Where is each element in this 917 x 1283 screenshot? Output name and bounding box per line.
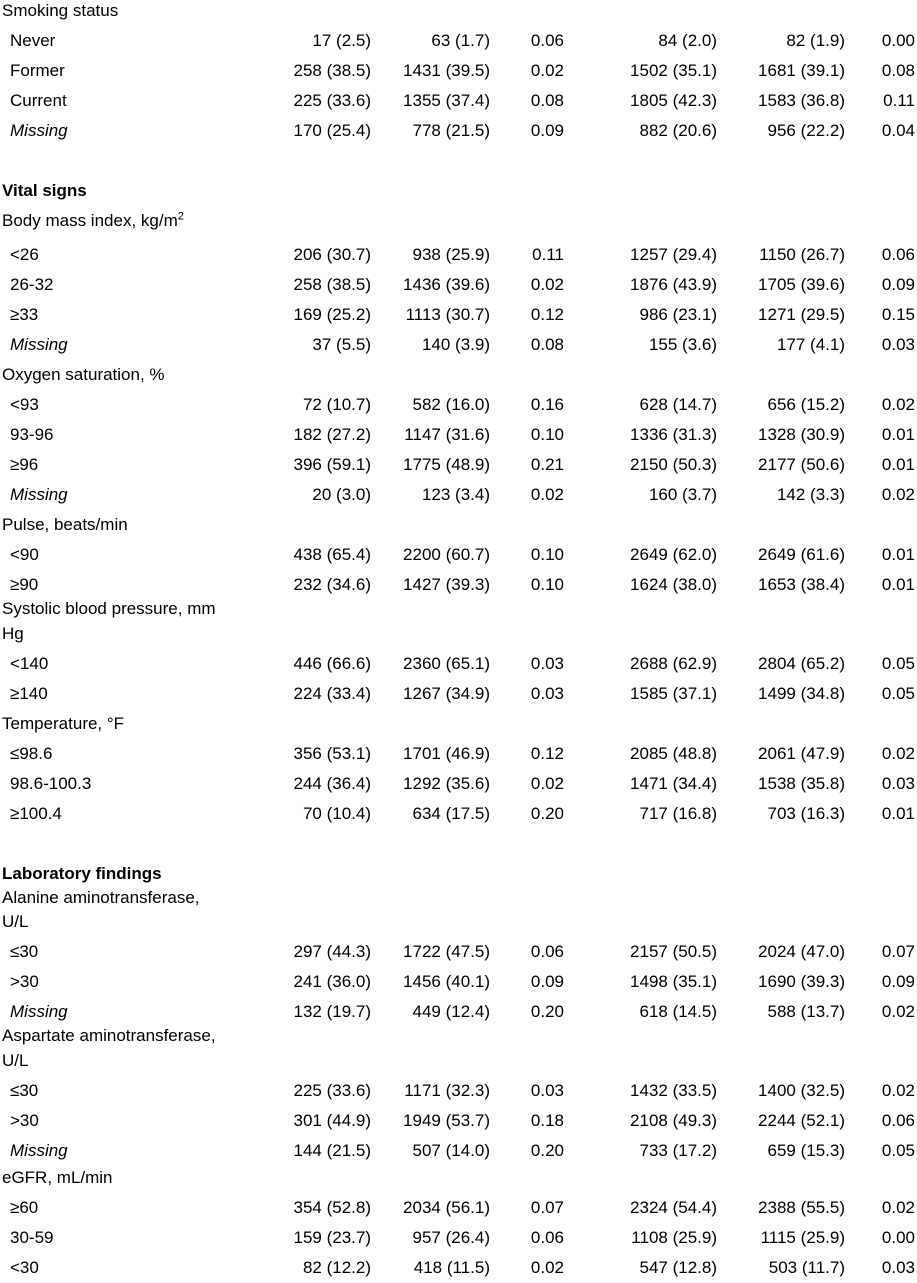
row-label-text: 93-96: [10, 425, 54, 444]
table-row: [0, 334, 917, 360]
table-row: [0, 304, 917, 330]
cell-col-2: 1171 (32.3): [404, 1081, 490, 1100]
group-header-row: [0, 911, 917, 937]
cell-col-4: 155 (3.6): [648, 335, 717, 354]
table-row: [0, 484, 917, 510]
cell-col-5: 1328 (30.9): [758, 425, 845, 444]
cell-col-4: 547 (12.8): [639, 1258, 717, 1277]
row-label-text: ≥33: [10, 305, 39, 324]
cell-col-6: 0.07: [881, 942, 915, 961]
row-label: [10, 803, 62, 825]
row-label-text: Missing: [10, 335, 68, 354]
cell-col-4: 1257 (29.4): [630, 245, 717, 264]
superscript: 2: [177, 210, 184, 223]
cell-col-5: 2649 (61.6): [758, 545, 845, 564]
cell-col-1: 258 (38.5): [293, 275, 371, 294]
cell-col-1: 354 (52.8): [293, 1198, 371, 1217]
cell-col-1: 241 (36.0): [293, 972, 371, 991]
table-row: [0, 803, 917, 829]
cell-col-3: 0.12: [530, 305, 564, 324]
cell-col-6: 0.05: [881, 654, 915, 673]
row-label: [2, 210, 184, 232]
row-label-text: U/L: [2, 1051, 29, 1070]
cell-col-2: 2034 (56.1): [403, 1198, 490, 1217]
cell-col-6: 0.01: [881, 545, 915, 564]
row-label: [10, 120, 68, 142]
cell-col-3: 0.08: [530, 91, 564, 110]
row-label: [2, 911, 28, 933]
row-label: [10, 304, 38, 326]
table-row: [0, 544, 917, 570]
cell-col-6: 0.02: [881, 1081, 915, 1100]
group-header-row: [0, 598, 917, 624]
table-row: [0, 1080, 917, 1106]
cell-col-1: 225 (33.6): [293, 91, 371, 110]
table-row: [0, 683, 917, 709]
row-label: [10, 60, 65, 82]
cell-col-5: 2244 (52.1): [758, 1111, 845, 1130]
cell-col-5: 142 (3.3): [776, 485, 845, 504]
cell-col-2: 1775 (48.9): [403, 455, 490, 474]
row-label: [10, 1001, 68, 1023]
cell-col-4: 1876 (43.9): [630, 275, 717, 294]
cell-col-2: 957 (26.4): [412, 1228, 490, 1247]
cell-col-2: 1436 (39.6): [403, 275, 490, 294]
cell-col-3: 0.10: [530, 575, 564, 594]
row-label-text: ≤30: [10, 942, 39, 961]
cell-col-3: 0.12: [530, 744, 564, 763]
row-label: [10, 90, 67, 112]
row-label: [10, 1227, 53, 1249]
cell-col-1: 396 (59.1): [293, 455, 371, 474]
table-row: [0, 1001, 917, 1027]
cell-col-2: 63 (1.7): [431, 31, 490, 50]
cell-col-5: 1653 (38.4): [758, 575, 845, 594]
cell-col-6: 0.02: [881, 1198, 915, 1217]
row-label-text: <30: [10, 1258, 39, 1277]
cell-col-1: 159 (23.7): [293, 1228, 371, 1247]
cell-col-5: 703 (16.3): [767, 804, 845, 823]
cell-col-6: 0.15: [881, 305, 915, 324]
cell-col-5: 177 (4.1): [776, 335, 845, 354]
row-label-text: Vital signs: [2, 181, 87, 200]
row-label-text: Smoking status: [2, 1, 119, 20]
row-label-text: ≥100.4: [10, 804, 62, 823]
cell-col-5: 1690 (39.3): [758, 972, 845, 991]
cell-col-6: 0.01: [881, 455, 915, 474]
cell-col-1: 72 (10.7): [302, 395, 371, 414]
table-row: [0, 120, 917, 146]
cell-col-3: 0.03: [530, 684, 564, 703]
table-row: [0, 743, 917, 769]
row-label: [10, 1140, 68, 1162]
cell-col-6: 0.09: [881, 275, 915, 294]
row-label: [10, 334, 68, 356]
row-label-text: 26-32: [10, 275, 54, 294]
section-title: [2, 863, 162, 885]
cell-col-6: 0.02: [881, 395, 915, 414]
cell-col-5: 1150 (26.7): [759, 245, 845, 264]
section-header-row: [0, 180, 917, 206]
row-label-text: ≥96: [10, 455, 39, 474]
row-label: [2, 1167, 113, 1189]
cell-col-4: 618 (14.5): [639, 1002, 717, 1021]
cell-col-4: 1502 (35.1): [630, 61, 717, 80]
cell-col-6: 0.01: [881, 575, 915, 594]
row-label: [2, 514, 128, 536]
cell-col-4: 2324 (54.4): [630, 1198, 717, 1217]
cell-col-5: 503 (11.7): [768, 1258, 845, 1277]
row-label-text: 98.6-100.3: [10, 774, 92, 793]
cell-col-6: 0.02: [881, 744, 915, 763]
row-label-text: Laboratory findings: [2, 864, 162, 883]
table-row: [0, 424, 917, 450]
cell-col-6: 0.01: [881, 425, 915, 444]
cell-col-1: 37 (5.5): [312, 335, 371, 354]
cell-col-1: 258 (38.5): [293, 61, 371, 80]
cell-col-5: 659 (15.3): [767, 1141, 845, 1160]
table-row: [0, 244, 917, 270]
cell-col-5: 1681 (39.1): [758, 61, 845, 80]
cell-col-6: 0.05: [881, 1141, 915, 1160]
table-row: [0, 1110, 917, 1136]
table-row: [0, 1140, 917, 1166]
cell-col-3: 0.07: [530, 1198, 564, 1217]
row-label-text: Never: [10, 31, 56, 50]
table-row: [0, 941, 917, 967]
cell-col-5: 1499 (34.8): [758, 684, 845, 703]
cell-col-3: 0.02: [530, 1258, 564, 1277]
cell-col-6: 0.00: [881, 1228, 915, 1247]
cell-col-2: 1267 (34.9): [403, 684, 490, 703]
cell-col-1: 297 (44.3): [293, 942, 371, 961]
cell-col-2: 778 (21.5): [412, 121, 490, 140]
row-label: [10, 683, 48, 705]
cell-col-1: 170 (25.4): [293, 121, 371, 140]
row-label: [10, 941, 38, 963]
cell-col-3: 0.02: [530, 275, 564, 294]
row-label-text: Temperature, °F: [2, 714, 125, 733]
cell-col-4: 1585 (37.1): [630, 684, 717, 703]
cell-col-2: 418 (11.5): [413, 1258, 490, 1277]
row-label: [10, 274, 53, 296]
table-row: [0, 30, 917, 56]
row-label: [2, 713, 124, 735]
cell-col-1: 446 (66.6): [293, 654, 371, 673]
cell-col-5: 588 (13.7): [767, 1002, 845, 1021]
row-label-text: <90: [10, 545, 39, 564]
cell-col-3: 0.10: [530, 545, 564, 564]
row-label-text: Alanine aminotransferase,: [2, 888, 200, 907]
cell-col-3: 0.02: [530, 485, 564, 504]
row-label: [10, 544, 39, 566]
cell-col-3: 0.09: [530, 121, 564, 140]
row-label-text: eGFR, mL/min: [2, 1168, 113, 1187]
table-row: [0, 60, 917, 86]
cell-col-4: 2108 (49.3): [630, 1111, 717, 1130]
row-label-text: Missing: [10, 121, 68, 140]
cell-col-5: 1115 (25.9): [760, 1228, 845, 1247]
cell-col-4: 2150 (50.3): [630, 455, 717, 474]
cell-col-1: 225 (33.6): [293, 1081, 371, 1100]
cell-col-4: 1336 (31.3): [630, 425, 717, 444]
row-label-text: Current: [10, 91, 67, 110]
row-label: [10, 1257, 39, 1279]
cell-col-2: 938 (25.9): [412, 245, 490, 264]
row-label: [10, 1197, 38, 1219]
table-row: [0, 1257, 917, 1283]
table-row: [0, 90, 917, 116]
cell-col-2: 1292 (35.6): [403, 774, 490, 793]
row-label: [10, 484, 68, 506]
cell-col-4: 2157 (50.5): [630, 942, 717, 961]
cell-col-4: 160 (3.7): [648, 485, 717, 504]
cell-col-1: 244 (36.4): [293, 774, 371, 793]
cell-col-3: 0.09: [530, 972, 564, 991]
row-label-text: <93: [10, 395, 39, 414]
row-label-text: U/L: [2, 912, 29, 931]
cell-col-5: 1538 (35.8): [758, 774, 845, 793]
row-label-text: ≥140: [10, 684, 48, 703]
cell-col-3: 0.02: [530, 774, 564, 793]
cell-col-1: 232 (34.6): [293, 575, 371, 594]
cell-col-2: 123 (3.4): [421, 485, 490, 504]
row-label: [10, 743, 52, 765]
table-row: [0, 971, 917, 997]
cell-col-5: 2804 (65.2): [758, 654, 845, 673]
cell-col-2: 140 (3.9): [421, 335, 490, 354]
cell-col-4: 628 (14.7): [639, 395, 717, 414]
cell-col-4: 1471 (34.4): [630, 774, 717, 793]
group-header-row: [0, 0, 917, 26]
cell-col-2: 1113 (30.7): [405, 305, 490, 324]
group-header-row: [0, 1025, 917, 1051]
row-label-text: Missing: [10, 1141, 68, 1160]
cell-col-6: 0.03: [881, 1258, 915, 1277]
cell-col-2: 634 (17.5): [412, 804, 490, 823]
cell-col-2: 2360 (65.1): [403, 654, 490, 673]
cell-col-3: 0.06: [530, 942, 564, 961]
cell-col-5: 656 (15.2): [767, 395, 845, 414]
cell-col-6: 0.06: [881, 245, 915, 264]
cell-col-4: 1432 (33.5): [630, 1081, 717, 1100]
cell-col-2: 2200 (60.7): [403, 545, 490, 564]
cell-col-6: 0.01: [881, 804, 915, 823]
cell-col-2: 1431 (39.5): [403, 61, 490, 80]
cell-col-4: 1624 (38.0): [630, 575, 717, 594]
row-label: [2, 598, 216, 620]
cell-col-3: 0.11: [532, 245, 564, 264]
cell-col-2: 582 (16.0): [412, 395, 490, 414]
cell-col-6: 0.11: [883, 91, 915, 110]
cell-col-6: 0.02: [881, 1002, 915, 1021]
cell-col-2: 1355 (37.4): [403, 91, 490, 110]
cell-col-6: 0.04: [881, 121, 915, 140]
cell-col-2: 449 (12.4): [412, 1002, 490, 1021]
row-label: [10, 30, 55, 52]
row-label: [2, 1025, 216, 1047]
row-label-text: Body mass index, kg/m: [2, 211, 178, 230]
cell-col-5: 1583 (36.8): [758, 91, 845, 110]
row-label-text: ≥90: [10, 575, 39, 594]
cell-col-3: 0.06: [530, 31, 564, 50]
row-label-text: 30-59: [10, 1228, 54, 1247]
cell-col-5: 2024 (47.0): [758, 942, 845, 961]
section-title: [2, 180, 87, 202]
cell-col-5: 1705 (39.6): [758, 275, 845, 294]
cell-col-3: 0.06: [530, 1228, 564, 1247]
row-label: [2, 0, 118, 22]
cell-col-4: 1498 (35.1): [630, 972, 717, 991]
group-header-row: [0, 713, 917, 739]
row-label-text: Oxygen saturation, %: [2, 365, 165, 384]
cell-col-6: 0.06: [881, 1111, 915, 1130]
row-label-text: <26: [10, 245, 39, 264]
group-header-row: [0, 364, 917, 390]
cell-col-2: 1147 (31.6): [404, 425, 490, 444]
cell-col-3: 0.08: [530, 335, 564, 354]
row-label-text: Former: [10, 61, 65, 80]
cell-col-4: 2688 (62.9): [630, 654, 717, 673]
cell-col-1: 132 (19.7): [293, 1002, 371, 1021]
cell-col-2: 1949 (53.7): [403, 1111, 490, 1130]
row-label: [2, 1050, 28, 1072]
cell-col-1: 82 (12.2): [302, 1258, 371, 1277]
row-label: [10, 773, 91, 795]
row-label-text: Missing: [10, 1002, 68, 1021]
cell-col-1: 20 (3.0): [312, 485, 371, 504]
cell-col-1: 144 (21.5): [293, 1141, 371, 1160]
row-label: [2, 623, 24, 645]
cell-col-3: 0.18: [530, 1111, 564, 1130]
group-header-row: [0, 210, 917, 236]
cell-col-1: 301 (44.9): [293, 1111, 371, 1130]
cell-col-5: 1400 (32.5): [758, 1081, 845, 1100]
cell-col-2: 1456 (40.1): [403, 972, 490, 991]
row-label: [10, 1080, 38, 1102]
cell-col-5: 82 (1.9): [786, 31, 845, 50]
table-row: [0, 773, 917, 799]
cell-col-1: 224 (33.4): [293, 684, 371, 703]
cell-col-6: 0.03: [881, 335, 915, 354]
cell-col-2: 1701 (46.9): [403, 744, 490, 763]
table-row: [0, 1197, 917, 1223]
group-header-row: [0, 1167, 917, 1193]
cell-col-4: 882 (20.6): [639, 121, 717, 140]
row-label-text: >30: [10, 972, 39, 991]
row-label: [10, 394, 39, 416]
table-row: [0, 274, 917, 300]
cell-col-3: 0.20: [530, 804, 564, 823]
cell-col-3: 0.02: [530, 61, 564, 80]
cell-col-3: 0.10: [530, 425, 564, 444]
cell-col-4: 1108 (25.9): [631, 1228, 717, 1247]
row-label: [10, 653, 48, 675]
cell-col-1: 438 (65.4): [293, 545, 371, 564]
row-label: [2, 887, 200, 909]
cell-col-3: 0.21: [530, 455, 564, 474]
cell-col-1: 17 (2.5): [312, 31, 371, 50]
cell-col-6: 0.05: [881, 684, 915, 703]
table-row: [0, 454, 917, 480]
cell-col-4: 2649 (62.0): [630, 545, 717, 564]
cell-col-6: 0.03: [881, 774, 915, 793]
row-label: [10, 244, 39, 266]
cell-col-5: 2388 (55.5): [758, 1198, 845, 1217]
group-header-row: [0, 887, 917, 913]
cell-col-6: 0.09: [881, 972, 915, 991]
row-label-text: ≥60: [10, 1198, 39, 1217]
cell-col-5: 2177 (50.6): [758, 455, 845, 474]
row-label-text: ≤30: [10, 1081, 39, 1100]
row-label: [10, 1110, 39, 1132]
cell-col-4: 986 (23.1): [639, 305, 717, 324]
cell-col-5: 956 (22.2): [767, 121, 845, 140]
cell-col-5: 1271 (29.5): [758, 305, 845, 324]
cell-col-3: 0.16: [530, 395, 564, 414]
cell-col-3: 0.03: [530, 654, 564, 673]
cell-col-2: 1427 (39.3): [403, 575, 490, 594]
cell-col-1: 206 (30.7): [293, 245, 371, 264]
row-label-text: Aspartate aminotransferase,: [2, 1026, 216, 1045]
cell-col-4: 84 (2.0): [658, 31, 717, 50]
cell-col-6: 0.02: [881, 485, 915, 504]
cell-col-6: 0.00: [881, 31, 915, 50]
cell-col-1: 182 (27.2): [293, 425, 371, 444]
cell-col-4: 2085 (48.8): [630, 744, 717, 763]
row-label-text: Pulse, beats/min: [2, 515, 128, 534]
cell-col-4: 733 (17.2): [639, 1141, 717, 1160]
row-label-text: >30: [10, 1111, 39, 1130]
row-label: [10, 574, 38, 596]
cell-col-4: 717 (16.8): [639, 804, 717, 823]
cell-col-2: 507 (14.0): [412, 1141, 490, 1160]
table-row: [0, 653, 917, 679]
row-label: [10, 971, 39, 993]
table-row: [0, 394, 917, 420]
cell-col-3: 0.03: [530, 1081, 564, 1100]
table-row: [0, 1227, 917, 1253]
cell-col-4: 1805 (42.3): [630, 91, 717, 110]
cell-col-1: 356 (53.1): [293, 744, 371, 763]
row-label: [2, 364, 165, 386]
cell-col-1: 70 (10.4): [302, 804, 371, 823]
group-header-row: [0, 514, 917, 540]
cell-col-1: 169 (25.2): [293, 305, 371, 324]
table-row: [0, 574, 917, 600]
row-label-text: Hg: [2, 624, 24, 643]
group-header-row: [0, 1050, 917, 1076]
row-label: [10, 424, 53, 446]
row-label-text: Missing: [10, 485, 68, 504]
group-header-row: [0, 623, 917, 649]
cell-col-2: 1722 (47.5): [403, 942, 490, 961]
section-header-row: [0, 863, 917, 889]
cell-col-5: 2061 (47.9): [758, 744, 845, 763]
row-label-text: Systolic blood pressure, mm: [2, 599, 216, 618]
cell-col-3: 0.20: [530, 1002, 564, 1021]
row-label-text: ≤98.6: [10, 744, 53, 763]
row-label: [10, 454, 38, 476]
row-label-text: <140: [10, 654, 49, 673]
cell-col-3: 0.20: [530, 1141, 564, 1160]
cell-col-6: 0.08: [881, 61, 915, 80]
